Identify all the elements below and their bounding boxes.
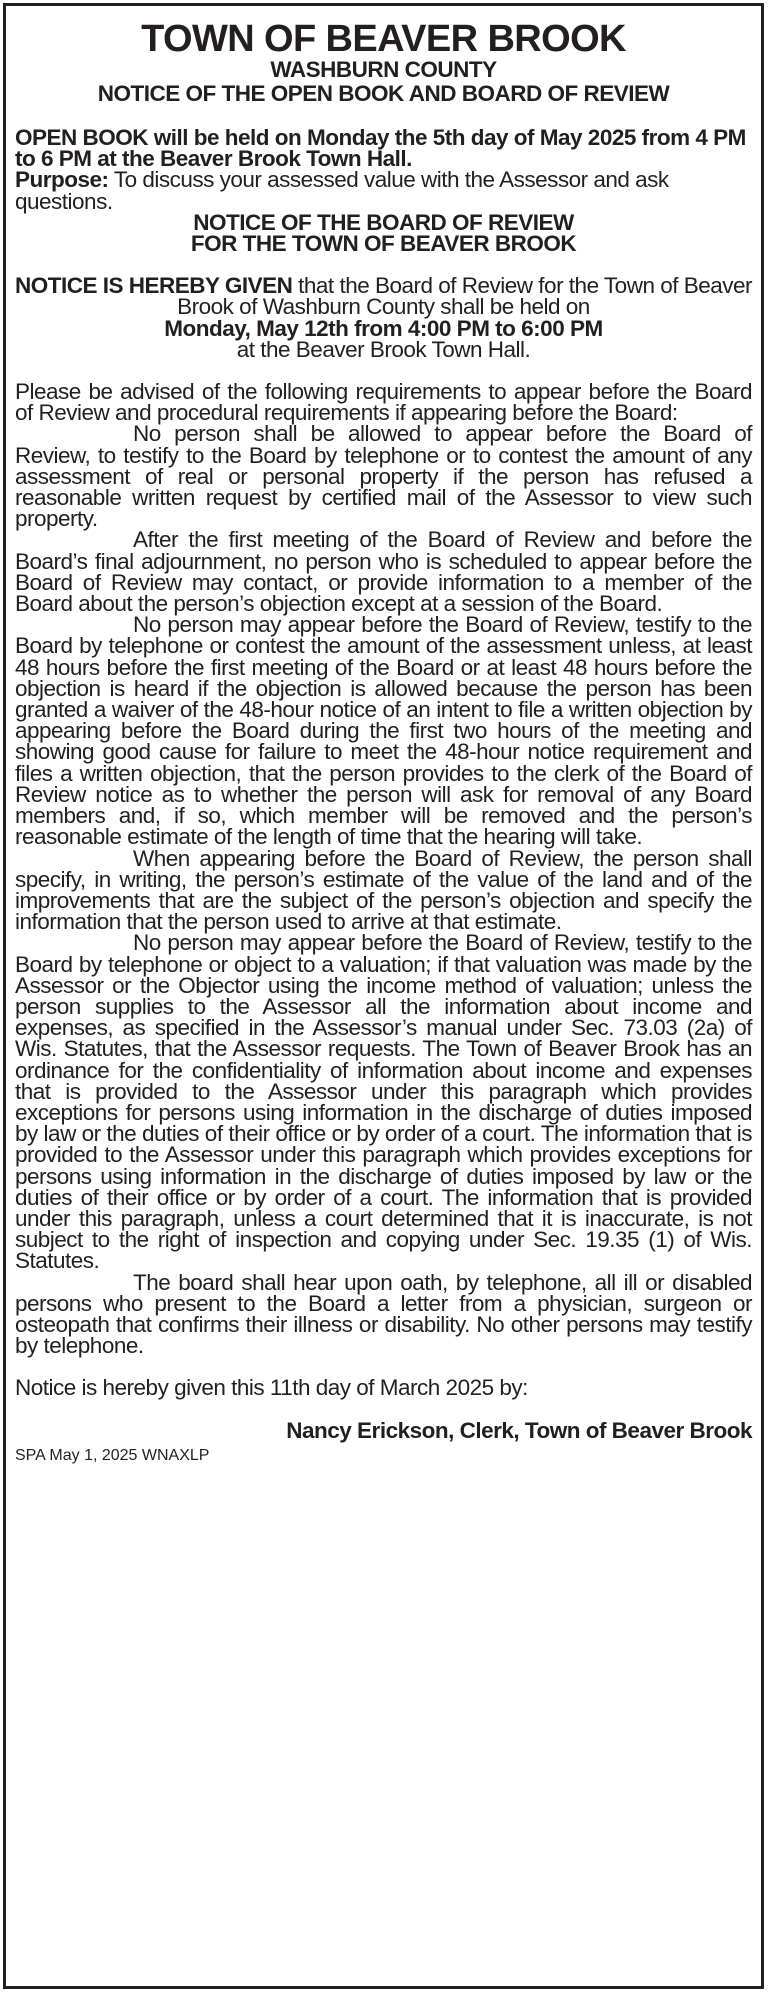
spacer	[15, 360, 752, 381]
town-title: TOWN OF BEAVER BROOK	[141, 18, 626, 60]
requirement-paragraph: When appearing before the Board of Review, the person shall specify, in writing, the person’s estimate of the value of the land and of the improvements that are the subject of the person’s objection and specify the information that the person used to arrive at that estimate.	[15, 845, 752, 935]
spacer	[15, 254, 752, 275]
purpose-line	[15, 167, 752, 214]
spacer	[15, 1356, 752, 1377]
publication-footer: SPA May 1, 2025 WNAXLP	[15, 1446, 210, 1464]
requirement-paragraph: No person shall be allowed to appear before the Board of Review, to testify to the Board by telephone or to contest the amount of any assessment of real or personal property if the person has refused a reasonable written request by certified mail of the Assessor to view such property.	[15, 421, 752, 532]
notice-given-line: Notice is hereby given this 11th day of March 2025 by:	[15, 1375, 528, 1401]
meeting-date: Monday, May 12th from 4:00 PM to 6:00 PM	[164, 315, 603, 341]
hereby-given-lead: NOTICE IS HEREBY GIVEN	[15, 273, 293, 299]
open-book-line: OPEN BOOK will be held on Monday the 5th day of May 2025 from 4 PM to 6 PM at the Beaver Brook Town Hall.	[15, 125, 746, 172]
board-heading-line2: FOR THE TOWN OF BEAVER BROOK	[190, 231, 577, 257]
board-heading-line1: NOTICE OF THE BOARD OF REVIEW	[193, 209, 574, 235]
hereby-given-text: that the Board of Review for the Town of Beaver Brook of Washburn County shall be held on	[177, 273, 753, 320]
requirements-intro: Please be advised of the following requirements to appear before the Board of Review and procedural requirements if appearing before the Board:	[15, 379, 752, 426]
requirement-paragraph: No person may appear before the Board of Review, testify to the Board by telephone or object to a valuation; if that valuation was made by the Assessor or the Objector using the income method of valuation; unless the person supplies to the Assessor all the information about income and expenses, as specified in the Assessor’s manual under Sec. 73.03 (2a) of Wis. Statutes, that the Assessor requests. The Town of Beaver Brook has an ordinance for the confidentiality of information about income and expenses that is provided to the Assessor under this paragraph which provides exceptions for persons using information in the discharge of duties imposed by law or the duties of their office or by order of a court. The information that is provided to the Assessor under this paragraph which provides exceptions for persons using information in the discharge of duties imposed by law or the duties of their office or by order of a court. The information that is provided under this paragraph, unless a court determined that it is inaccurate, is not subject to the right of inspection and copying under Sec. 19.35 (1) of Wis. Statutes.	[15, 930, 752, 1274]
requirement-paragraph: No person may appear before the Board of Review, testify to the Board by telephone or contest the amount of the assessment unless, at least 48 hours before the first meeting of the Board or at least 48 hours before the objection is heard if the objection is allowed because the person has been granted a waiver of the 48-hour notice of an intent to file a written objection by appearing before the Board during the first two hours of the meeting and showing good cause for failure to meet the 48-hour notice requirement and files a written objection, that the person provides to the clerk of the Board of Review notice as to whether the person will ask for removal of any Board members and, if so, which member will be removed and the person’s reasonable estimate of the length of time that the hearing will take.	[15, 612, 752, 850]
requirement-paragraph: After the first meeting of the Board of Review and before the Board’s final adjournment, no person who is scheduled to appear before the Board of Review may contact, or provide information to a member of the Board about the person’s objection except at a session of the Board.	[15, 527, 752, 617]
legal-notice	[3, 3, 764, 1989]
requirement-paragraph: The board shall hear upon oath, by telephone, all ill or disabled persons who present to the Board a letter from a physician, surgeon or osteopath that confirms their illness or disability. No other persons may testify by telephone.	[15, 1269, 752, 1359]
hereby-given	[15, 273, 753, 320]
county-subtitle: WASHBURN COUNTY	[270, 57, 497, 82]
purpose-text: To discuss your assessed value with the Assessor and ask questions.	[15, 167, 669, 214]
spacer	[15, 106, 752, 127]
meeting-place: at the Beaver Brook Town Hall.	[236, 336, 531, 362]
notice-subtitle: NOTICE OF THE OPEN BOOK AND BOARD OF REVIEW	[97, 81, 670, 106]
clerk-signature: Nancy Erickson, Clerk, Town of Beaver Brook	[286, 1417, 752, 1443]
purpose-label: Purpose:	[15, 167, 109, 193]
spacer	[15, 1399, 752, 1420]
